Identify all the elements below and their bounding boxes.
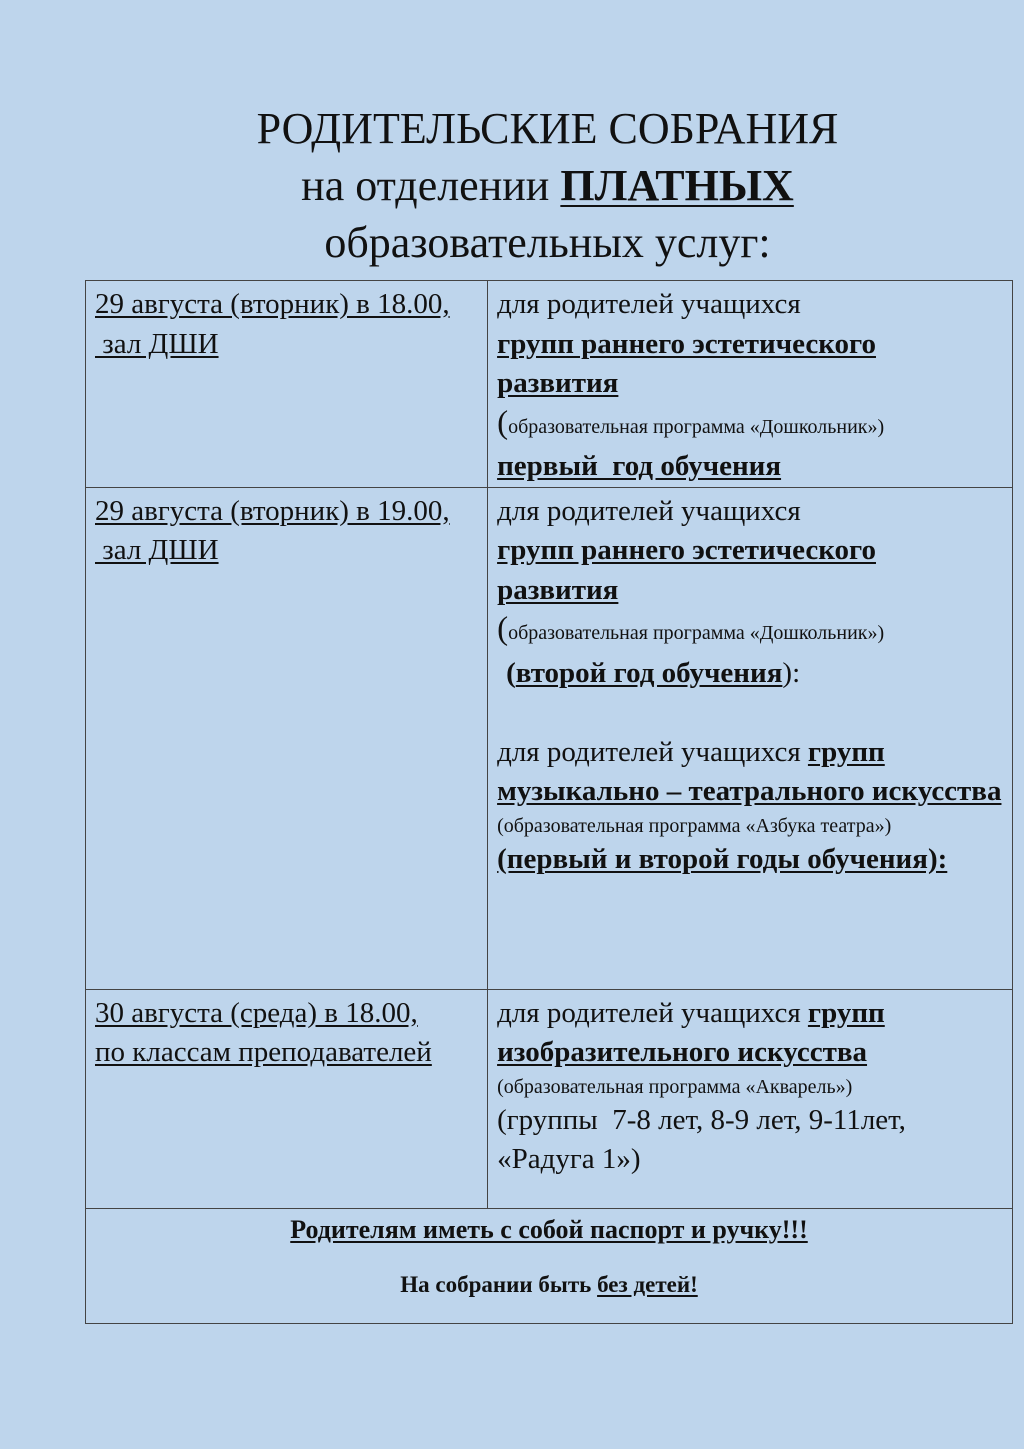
audience-intro: для родителей учащихся — [497, 288, 801, 320]
program-name: образовательная программа «Дошкольник») — [508, 622, 885, 644]
year-paren-open: ( — [506, 656, 516, 689]
title-prefix: на отделении — [301, 161, 561, 210]
table-row — [86, 989, 1013, 1208]
meeting-date: 29 августа (вторник) в 19.00, — [95, 494, 450, 527]
year-paren-close: ): — [782, 656, 801, 689]
program-name: (образовательная программа «Акварель») — [497, 1075, 853, 1098]
title-emphasis: ПЛАТНЫХ — [560, 161, 794, 210]
paren-open: ( — [497, 611, 509, 647]
date-cell — [86, 281, 488, 488]
footer-cell — [86, 1208, 1013, 1323]
study-year: первый год обучения — [497, 450, 782, 482]
program-name-2: (образовательная программа «Азбука театра») — [497, 814, 892, 837]
audience-block — [497, 994, 1003, 1073]
group-name: групп раннего эстетического развития — [497, 327, 876, 399]
date-cell — [86, 989, 488, 1208]
meeting-place: зал ДШИ — [95, 327, 219, 360]
title-line-1: РОДИТЕЛЬСКИЕ СОБРАНИЯ — [256, 104, 839, 153]
title-line-3: образовательных услуг: — [324, 218, 771, 267]
audience-intro: для родителей учащихся — [497, 996, 808, 1029]
table-row — [86, 487, 1013, 989]
reminder-text: Родителям иметь с собой паспорт и ручку!!! — [290, 1214, 808, 1244]
group-name: групп раннего эстетического развития — [497, 534, 876, 606]
schedule-table — [85, 280, 1013, 1324]
note-emphasis: без детей! — [597, 1271, 698, 1297]
audience-cell — [488, 281, 1013, 488]
meeting-date: 29 августа (вторник) в 18.00, — [95, 288, 450, 320]
year-text: второй год обучения — [515, 656, 783, 689]
spacer — [497, 693, 1003, 733]
meeting-date: 30 августа (среда) в 18.00, — [95, 996, 418, 1029]
program-name: образовательная программа «Дошкольник») — [508, 415, 885, 438]
group-name: групп изобразительного искусства — [497, 996, 885, 1068]
meeting-place: зал ДШИ — [95, 534, 219, 566]
table-row — [86, 1208, 1013, 1323]
audience-intro-2: для родителей учащихся — [497, 735, 808, 768]
table-row — [86, 281, 1013, 488]
audience-intro: для родителей учащихся — [497, 494, 801, 527]
meeting-place: по классам преподавателей — [95, 1036, 432, 1068]
study-years-2: (первый и второй годы обучения): — [497, 842, 948, 875]
note-prefix: На собрании быть — [400, 1271, 598, 1297]
page-title — [80, 100, 1015, 271]
program-line — [497, 404, 1003, 448]
audience-block-2 — [497, 733, 1003, 812]
audience-cell — [488, 989, 1013, 1208]
date-cell — [86, 487, 488, 989]
age-groups: (группы 7-8 лет, 8-9 лет, 9-11лет, «Радуга 1») — [497, 1103, 914, 1175]
audience-cell — [488, 487, 1013, 989]
program-line — [497, 610, 1003, 654]
study-year — [497, 654, 1003, 694]
paren-open: ( — [497, 404, 509, 441]
group-name-2: групп музыкально – театрального искусства — [497, 735, 1002, 807]
no-children-note — [95, 1271, 1003, 1299]
title-line-2 — [80, 157, 1015, 214]
